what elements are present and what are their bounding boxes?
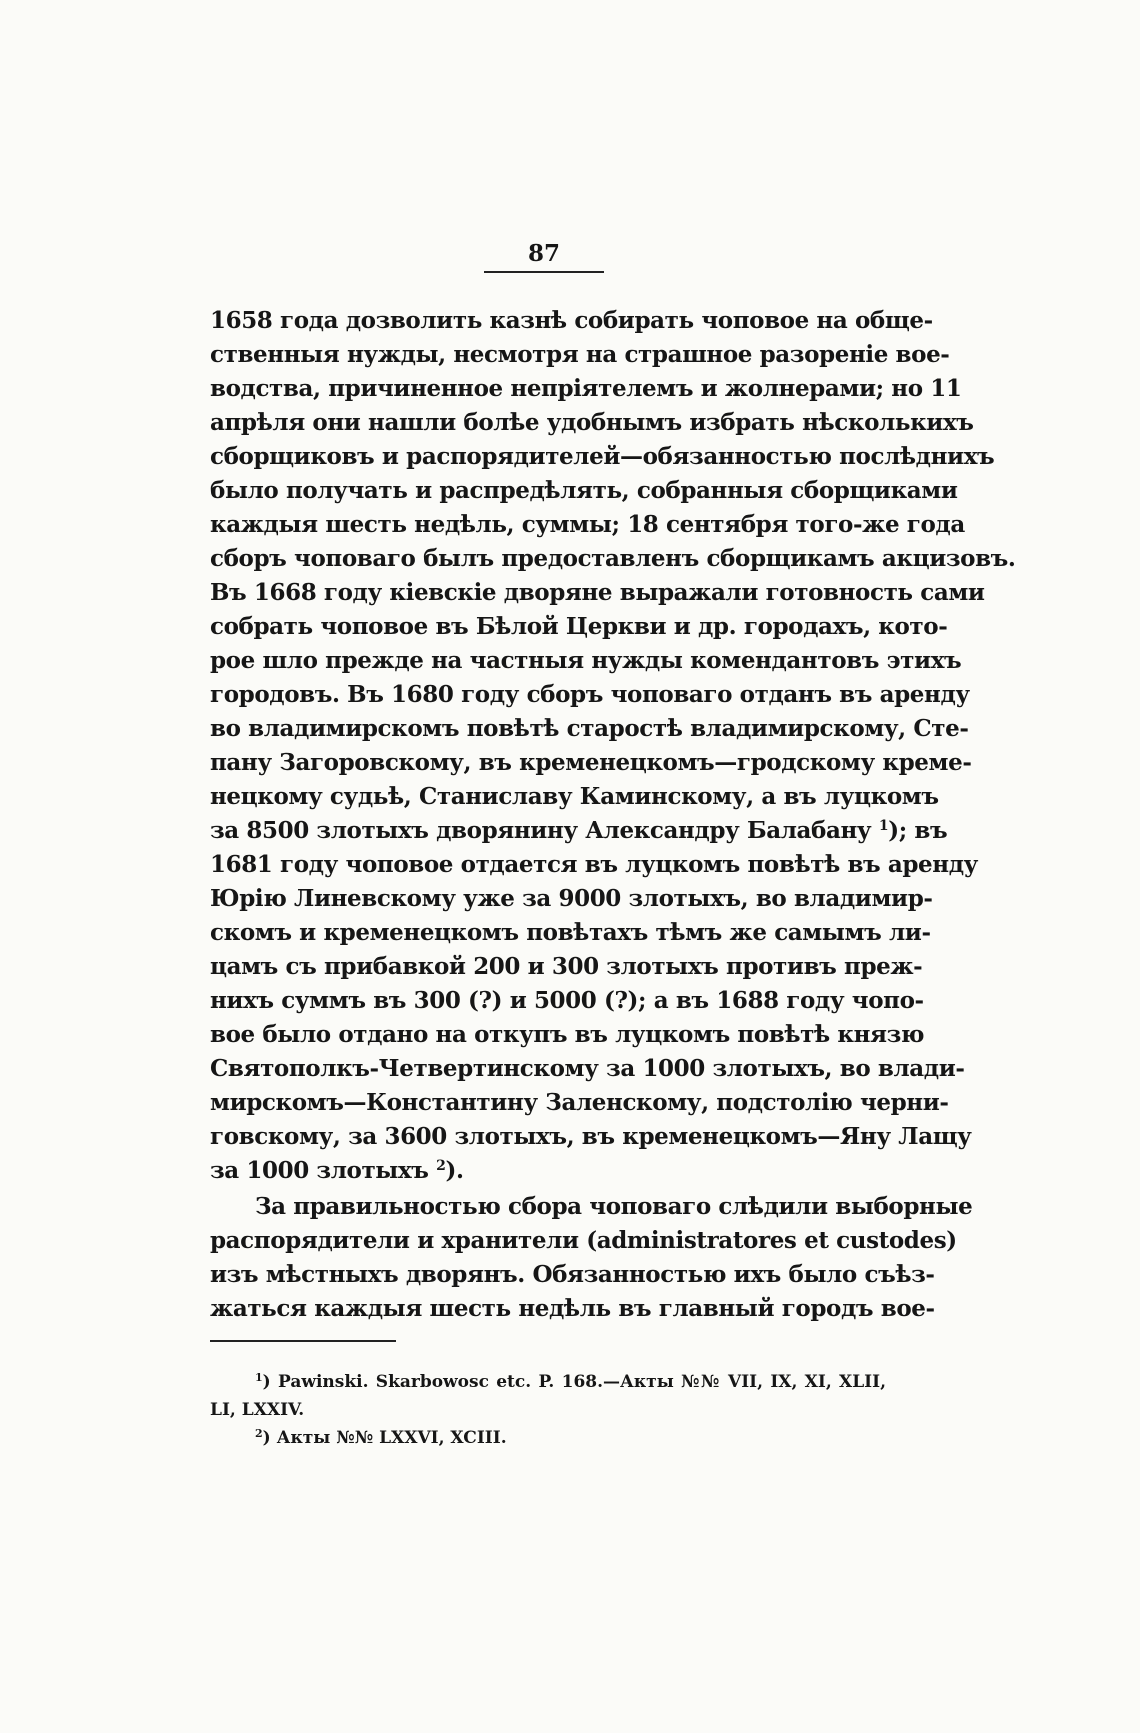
text-line: 1658 года дозволить казнѣ собирать чоповое на обще-: [210, 307, 933, 334]
text-line: сборщиковъ и распорядителей—обязанностью послѣднихъ: [210, 443, 995, 470]
text-line: Святополкъ-Четвертинскому за 1000 злотыхъ, во влади-: [210, 1055, 965, 1082]
text-line: сборъ чоповаго былъ предоставленъ сборщикамъ акцизовъ.: [210, 545, 1016, 572]
text-line: каждыя шесть недѣль, суммы; 18 сентября того-же года: [210, 511, 965, 538]
text-line: городовъ. Въ 1680 году сборъ чоповаго отданъ въ аренду: [210, 681, 970, 708]
footnote-divider: [210, 1340, 396, 1342]
text-line: пану Загоровскому, въ кременецкомъ—гродскому креме-: [210, 749, 972, 776]
text-line: За правильностью сбора чоповаго слѣдили выборные: [255, 1193, 973, 1220]
text-line: мирскомъ—Константину Заленскому, подстолію черни-: [210, 1089, 949, 1116]
text-line: цамъ съ прибавкой 200 и 300 злотыхъ противъ преж-: [210, 953, 923, 980]
footnote-2: [210, 1424, 886, 1452]
footnote-1: [210, 1368, 886, 1396]
main-text: [210, 304, 1016, 1326]
footnote-1-continued: LI, LXXIV.: [210, 1400, 305, 1420]
text-line: жаться каждыя шесть недѣль въ главный городъ вое-: [210, 1295, 935, 1322]
text-line: изъ мѣстныхъ дворянъ. Обязанностью ихъ было съѣз-: [210, 1261, 935, 1288]
footnote-text: ) Акты №№ LXXVI, XCIII.: [262, 1428, 507, 1448]
text-line: было получать и распредѣлять, собранныя сборщиками: [210, 477, 958, 504]
text-segment: ).: [445, 1157, 464, 1184]
footnote-text: ) Pawinski. Skarbowosc etc. P. 168.—Акты №№ VII, IX, XI, XLII,: [262, 1372, 886, 1392]
text-segment: за 8500 злотыхъ дворянину Александру Балабану: [210, 817, 872, 844]
text-line: скомъ и кременецкомъ повѣтахъ тѣмъ же самымъ ли-: [210, 919, 931, 946]
text-line: вое было отдано на откупъ въ луцкомъ повѣтѣ князю: [210, 1021, 925, 1048]
text-line-with-footnote: [210, 1154, 886, 1188]
text-line-with-footnote: [210, 814, 948, 848]
text-line: во владимирскомъ повѣтѣ старостѣ владимирскому, Сте-: [210, 715, 969, 742]
text-segment: за 1000 злотыхъ: [210, 1157, 429, 1184]
text-line: ственныя нужды, несмотря на страшное разореніе вое-: [210, 341, 950, 368]
text-segment: ); въ: [888, 817, 948, 844]
text-line: 1681 году чоповое отдается въ луцкомъ повѣтѣ въ аренду: [210, 851, 978, 878]
footnote-marker: 1: [878, 818, 889, 834]
text-line: нихъ суммъ въ 300 (?) и 5000 (?); а въ 1688 году чопо-: [210, 987, 924, 1014]
text-line: распорядители и хранители (administratores et custodes): [210, 1227, 957, 1254]
text-line: Юрію Линевскому уже за 9000 злотыхъ, во владимир-: [210, 885, 933, 912]
text-line: водства, причиненное непріятелемъ и жолнерами; но 11: [210, 375, 962, 402]
footnote-marker: 2: [436, 1158, 446, 1174]
text-line: Въ 1668 году кіевскіе дворяне выражали готовность сами: [210, 579, 985, 606]
text-line: говскому, за 3600 злотыхъ, въ кременецкомъ—Яну Лащу: [210, 1123, 972, 1150]
text-line: нецкому судьѣ, Станиславу Каминскому, а въ луцкомъ: [210, 783, 939, 810]
page-number-rule: [484, 271, 604, 273]
text-line: рое шло прежде на частныя нужды комендантовъ этихъ: [210, 647, 962, 674]
text-line: собрать чоповое въ Бѣлой Церкви и др. городахъ, кото-: [210, 613, 948, 640]
page-number: 87: [527, 240, 560, 267]
paragraph-2: [210, 1190, 973, 1326]
footnote-number: 2: [255, 1427, 263, 1440]
footnotes: [210, 1368, 886, 1452]
text-line: апрѣля они нашли болѣе удобнымъ избрать нѣсколькихъ: [210, 409, 974, 436]
footnote-number: 1: [255, 1371, 263, 1384]
